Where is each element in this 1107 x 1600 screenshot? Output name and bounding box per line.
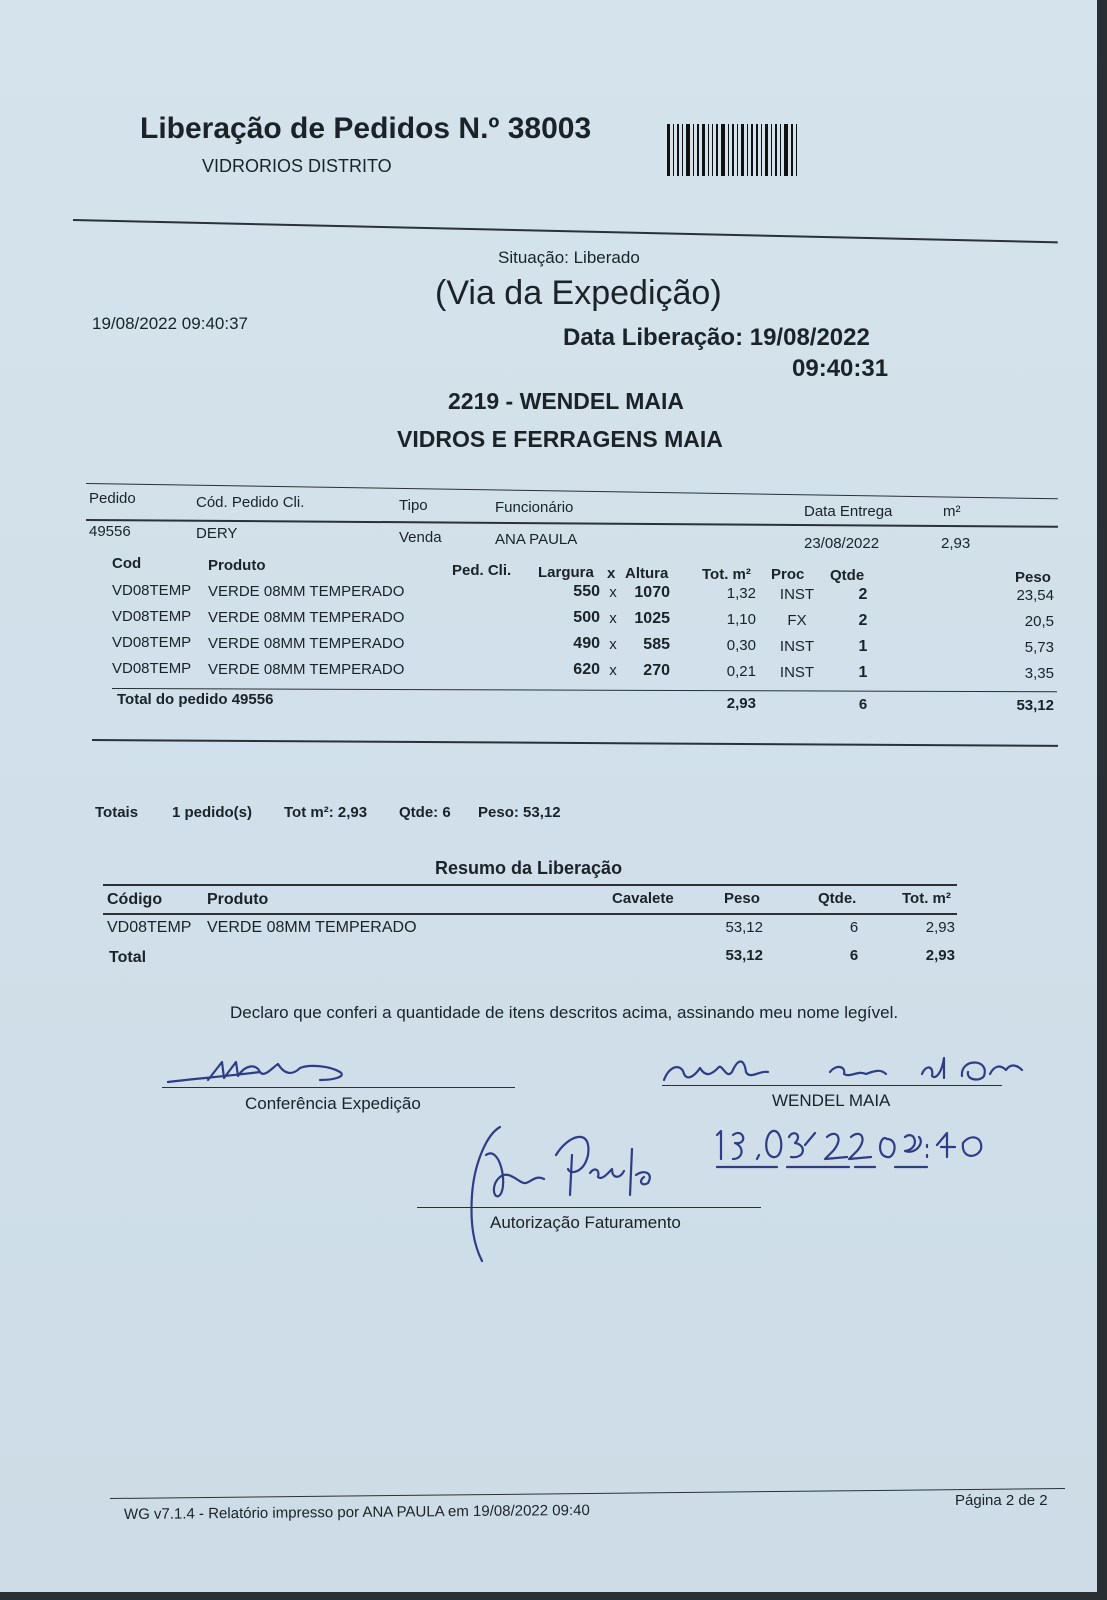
- label-m2: m²: [943, 503, 961, 520]
- col-altura: Altura: [625, 565, 669, 582]
- order-total-m2: 2,93: [726, 695, 756, 712]
- barcode-bar: [716, 124, 718, 176]
- row-produto: VERDE 08MM TEMPERADO: [208, 582, 405, 600]
- client-code-name: 2219 - WENDEL MAIA: [448, 388, 685, 414]
- barcode-bar: [751, 124, 753, 176]
- resumo-col-cavalete: Cavalete: [612, 890, 674, 907]
- row-qtde: 2: [858, 586, 868, 604]
- col-tot-m2: Tot. m²: [702, 566, 751, 583]
- row-proc: INST: [779, 663, 815, 681]
- row-peso: 3,35: [1024, 664, 1054, 682]
- conferencia-signature: [160, 1050, 380, 1090]
- resumo-col-codigo: Código: [107, 891, 163, 908]
- barcode-bar: [737, 124, 738, 176]
- value-funcionario: ANA PAULA: [495, 531, 578, 548]
- barcode-bar: [686, 124, 690, 176]
- resumo-row-peso: 53,12: [725, 919, 763, 936]
- order-total-peso: 53,12: [1016, 697, 1054, 714]
- header-divider: [73, 219, 1058, 243]
- resumo-header-rule: [103, 913, 957, 915]
- barcode-bar: [702, 124, 705, 176]
- resumo-total-label: Total: [109, 949, 147, 966]
- hora-liberacao: 09:40:31: [792, 355, 889, 382]
- col-ped-cli: Ped. Cli.: [452, 562, 512, 579]
- barcode-bar: [784, 124, 788, 176]
- row-altura: 1070: [634, 584, 670, 602]
- row-cod: VD08TEMP: [112, 582, 192, 599]
- barcode-bar: [780, 124, 781, 176]
- row-m2: 1,10: [726, 611, 756, 628]
- barcode-bar: [682, 124, 683, 176]
- barcode-bar: [796, 124, 797, 176]
- row-produto: VERDE 08MM TEMPERADO: [208, 608, 405, 626]
- row-qtde: 1: [858, 638, 868, 656]
- value-pedido: 49556: [89, 523, 131, 540]
- order-total-qtde: 6: [858, 696, 868, 713]
- print-timestamp: 19/08/2022 09:40:37: [92, 314, 248, 333]
- row-proc: INST: [779, 637, 815, 655]
- barcode-bar: [693, 124, 694, 176]
- barcode-bar: [677, 124, 679, 176]
- barcode-bar: [765, 124, 768, 176]
- barcode-bar: [708, 124, 709, 176]
- client-signature: [660, 1050, 1030, 1090]
- totals-qtde: Qtde: 6: [399, 804, 451, 821]
- autorizacao-signature: [460, 1125, 700, 1265]
- col-cod: Cod: [112, 555, 142, 572]
- resumo-row-m2: 2,93: [925, 919, 955, 936]
- barcode-bar: [732, 124, 734, 176]
- handwritten-date: [715, 1125, 995, 1175]
- value-tipo: Venda: [399, 529, 442, 546]
- label-tipo: Tipo: [399, 497, 428, 514]
- row-largura: 500: [573, 609, 600, 627]
- row-x: x: [609, 661, 617, 679]
- row-x: x: [609, 635, 617, 653]
- row-x: x: [609, 583, 617, 601]
- row-produto: VERDE 08MM TEMPERADO: [208, 660, 405, 678]
- barcode-bar: [728, 124, 729, 176]
- client-company: VIDROS E FERRAGENS MAIA: [397, 426, 723, 452]
- label-pedido: Pedido: [89, 490, 136, 507]
- resumo-row-produto: VERDE 08MM TEMPERADO: [207, 919, 417, 936]
- col-largura: Largura: [538, 564, 594, 581]
- row-m2: 0,30: [726, 637, 756, 654]
- barcode-bar: [673, 124, 674, 176]
- autorizacao-line: [417, 1207, 761, 1208]
- col-peso: Peso: [1015, 569, 1051, 586]
- barcode-icon: [667, 124, 837, 176]
- resumo-row-qtde: 6: [849, 919, 859, 936]
- resumo-col-m2: Tot. m²: [902, 890, 951, 907]
- totals-label: Totais: [95, 804, 139, 821]
- row-qtde: 2: [858, 612, 868, 630]
- row-cod: VD08TEMP: [112, 634, 192, 651]
- row-largura: 490: [573, 635, 600, 653]
- resumo-col-produto: Produto: [207, 891, 269, 908]
- row-altura: 585: [643, 636, 670, 654]
- order-total-label: Total do pedido 49556: [117, 691, 274, 708]
- row-cod: VD08TEMP: [112, 608, 192, 625]
- row-altura: 1025: [634, 610, 670, 628]
- barcode-bar: [761, 124, 762, 176]
- resumo-col-peso: Peso: [724, 890, 760, 907]
- row-proc: FX: [787, 611, 807, 629]
- barcode-bar: [712, 124, 713, 176]
- data-liberacao: Data Liberação: 19/08/2022: [563, 324, 870, 351]
- situacao-label: Situação: Liberado: [498, 248, 640, 267]
- handwritten-date-text: [795, 1140, 796, 1141]
- resumo-total-peso: 53,12: [725, 947, 763, 964]
- client-signature-label: WENDEL MAIA: [772, 1091, 891, 1110]
- resumo-total-qtde: 6: [849, 947, 859, 964]
- row-m2: 1,32: [726, 585, 756, 602]
- resumo-title: Resumo da Liberação: [435, 858, 623, 878]
- row-peso: 20,5: [1024, 612, 1054, 630]
- row-largura: 620: [573, 661, 600, 679]
- label-cod-pedido-cli: Cód. Pedido Cli.: [196, 494, 305, 511]
- col-produto: Produto: [208, 557, 266, 574]
- resumo-col-qtde: Qtde.: [818, 890, 857, 907]
- barcode-bar: [747, 124, 748, 176]
- company-name: VIDRORIOS DISTRITO: [202, 156, 392, 176]
- barcode-bar: [697, 124, 699, 176]
- label-funcionario: Funcionário: [495, 499, 574, 516]
- value-data-entrega: 23/08/2022: [804, 535, 880, 552]
- col-proc: Proc: [771, 566, 805, 583]
- barcode-bar: [771, 124, 772, 176]
- autorizacao-label: Autorização Faturamento: [490, 1213, 681, 1232]
- label-data-entrega: Data Entrega: [804, 503, 893, 520]
- row-peso: 5,73: [1024, 638, 1054, 656]
- items-end-rule: [92, 739, 1058, 747]
- totals-pedidos: 1 pedido(s): [172, 804, 253, 821]
- footer-rule: [110, 1488, 1065, 1499]
- row-proc: INST: [779, 585, 815, 603]
- barcode-bar: [667, 124, 670, 176]
- row-m2: 0,21: [726, 663, 756, 680]
- row-cod: VD08TEMP: [112, 660, 192, 677]
- resumo-total-m2: 2,93: [925, 947, 955, 964]
- row-altura: 270: [643, 662, 670, 680]
- footer-page-number: Página 2 de 2: [955, 1492, 1048, 1509]
- row-produto: VERDE 08MM TEMPERADO: [208, 634, 405, 652]
- barcode-bar: [756, 124, 758, 176]
- barcode-bar: [741, 124, 744, 176]
- client-signature-line: [662, 1085, 1002, 1086]
- resumo-top-rule: [103, 884, 957, 886]
- declaration-text: Declaro que conferi a quantidade de itens descritos acima, assinando meu nome legível.: [230, 1003, 899, 1022]
- document-title: Liberação de Pedidos N.º 38003: [140, 112, 592, 145]
- value-m2: 2,93: [941, 535, 971, 552]
- row-largura: 550: [573, 583, 600, 601]
- conferencia-line: [162, 1087, 515, 1088]
- totals-peso: Peso: 53,12: [478, 804, 561, 821]
- resumo-row-codigo: VD08TEMP: [107, 919, 192, 936]
- value-cod-pedido-cli: DERY: [196, 525, 238, 542]
- barcode-bar: [721, 124, 725, 176]
- via-label: (Via da Expedição): [435, 274, 722, 312]
- barcode-bar: [775, 124, 777, 176]
- col-x: x: [607, 565, 616, 582]
- col-qtde: Qtde: [830, 567, 865, 584]
- barcode-bar: [791, 124, 793, 176]
- row-qtde: 1: [858, 664, 868, 682]
- footer-printed-by: WG v7.1.4 - Relatório impresso por ANA PAULA em 19/08/2022 09:40: [123, 1501, 590, 1523]
- row-peso: 23,54: [1016, 586, 1054, 604]
- row-x: x: [609, 609, 617, 627]
- conferencia-label: Conferência Expedição: [245, 1094, 421, 1113]
- totals-m2: Tot m²: 2,93: [284, 804, 368, 821]
